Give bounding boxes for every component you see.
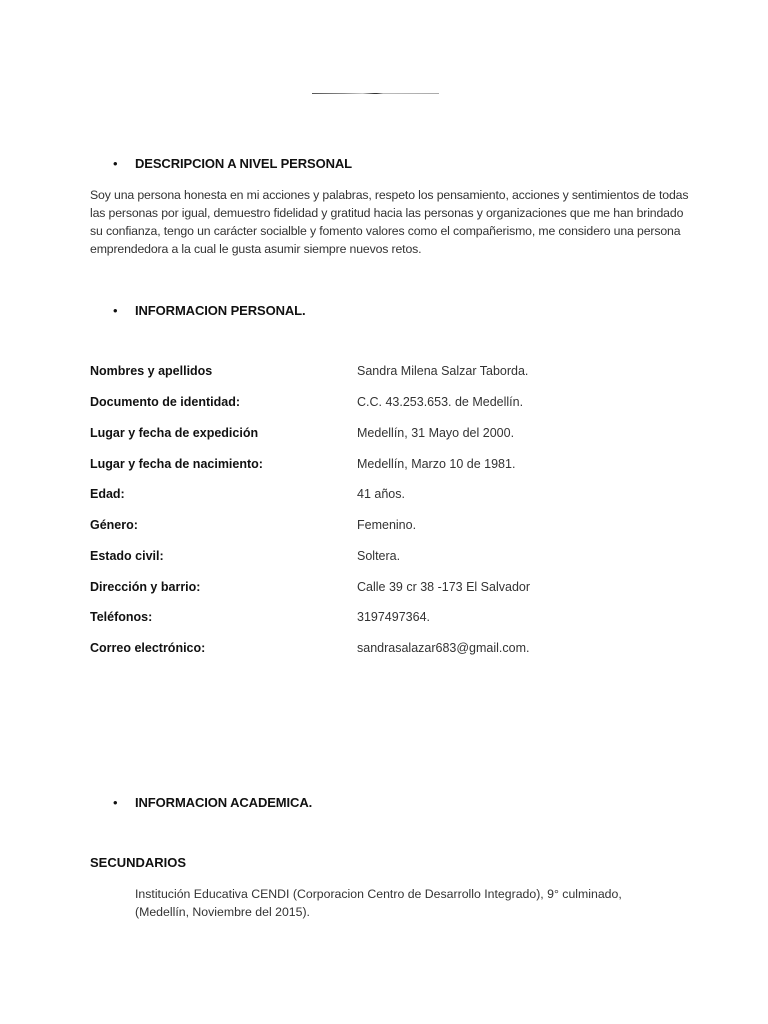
header-rule <box>312 93 439 94</box>
info-value: C.C. 43.253.653. de Medellín. <box>357 395 524 409</box>
info-label: Documento de identidad: <box>90 395 240 409</box>
info-value: Medellín, 31 Mayo del 2000. <box>357 426 515 440</box>
bullet-icon: • <box>113 795 118 810</box>
info-value: 41 años. <box>357 487 405 501</box>
info-value: sandrasalazar683@gmail.com. <box>357 641 530 655</box>
info-label: Lugar y fecha de expedición <box>90 426 259 440</box>
info-label: Teléfonos: <box>90 610 153 624</box>
heading-personal <box>113 303 306 318</box>
info-value: Sandra Milena Salzar Taborda. <box>357 364 529 378</box>
info-value: Femenino. <box>357 518 417 532</box>
info-value: Medellín, Marzo 10 de 1981. <box>357 457 516 471</box>
heading-academica <box>113 795 312 810</box>
info-label: Nombres y apellidos <box>90 364 213 378</box>
info-label: Correo electrónico: <box>90 641 206 655</box>
heading-descripcion <box>113 156 352 171</box>
info-value: Soltera. <box>357 549 401 563</box>
info-label: Género: <box>90 518 138 532</box>
heading-text: INFORMACION PERSONAL. <box>135 303 306 318</box>
bullet-icon: • <box>113 303 118 318</box>
heading-text: INFORMACION ACADEMICA. <box>135 795 313 810</box>
heading-text: DESCRIPCION A NIVEL PERSONAL <box>135 156 353 171</box>
info-label: Dirección y barrio: <box>90 580 201 594</box>
info-label: Lugar y fecha de nacimiento: <box>90 457 263 471</box>
info-label: Estado civil: <box>90 549 164 563</box>
descripcion-paragraph: Soy una persona honesta en mi acciones y palabras, respeto los pensamiento, acciones y sentimientos de todas las personas por igual, demuestro fidelidad y gratitud hacia las personas y organizaciones que me han brindado su confianza, tengo un carácter socialble y fomento valores como el compañerismo, me considero una persona emprendedora a la cual le gusta asumir siempre nuevos retos. <box>90 188 689 256</box>
info-value: Calle 39 cr 38 -173 El Salvador <box>357 580 531 594</box>
bullet-icon: • <box>113 156 118 171</box>
subheading-secundarios: SECUNDARIOS <box>90 855 187 870</box>
info-label: Edad: <box>90 487 125 501</box>
info-value: 3197497364. <box>357 610 430 624</box>
education-entry: Institución Educativa CENDI (Corporacion Centro de Desarrollo Integrado), 9° culminado, (Medellín, Noviembre del 2015). <box>135 887 622 919</box>
